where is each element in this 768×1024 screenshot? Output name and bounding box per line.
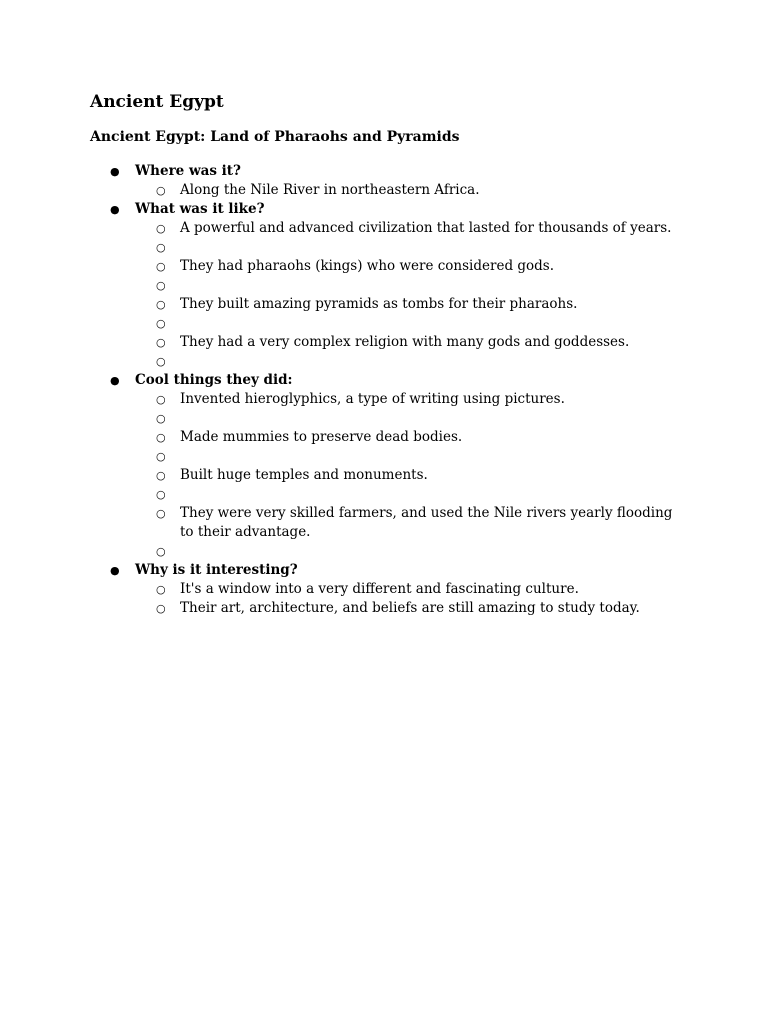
bullet-marker: ● <box>110 374 120 387</box>
list-item <box>90 504 680 542</box>
section-heading <box>90 561 680 580</box>
sub-bullet-marker: ○ <box>156 602 166 615</box>
sub-bullet-marker: ○ <box>156 279 166 292</box>
list-item-empty <box>90 276 680 295</box>
list-item <box>90 219 680 238</box>
list-item-text: Made mummies to preserve dead bodies. <box>180 429 463 445</box>
section-heading <box>90 371 680 390</box>
list-item <box>90 257 680 276</box>
list-item-empty <box>90 314 680 333</box>
list-item-text: Invented hieroglyphics, a type of writing using pictures. <box>180 391 565 407</box>
sub-bullet-marker: ○ <box>156 241 166 254</box>
section-heading-text: Where was it? <box>135 163 241 179</box>
bullet-marker: ● <box>110 203 120 216</box>
list-item-text: It's a window into a very different and fascinating culture. <box>180 581 579 597</box>
section-heading-text: Why is it interesting? <box>135 562 298 578</box>
section-heading <box>90 200 680 219</box>
sub-bullet-marker: ○ <box>156 393 166 406</box>
list-item-empty <box>90 542 680 561</box>
sub-bullet-marker: ○ <box>156 583 166 596</box>
list-item-text: They were very skilled farmers, and used the Nile rivers yearly flooding to their advantage. <box>180 505 673 540</box>
sub-bullet-marker: ○ <box>156 412 166 425</box>
list-item-text: Their art, architecture, and beliefs are still amazing to study today. <box>180 600 640 616</box>
sub-bullet-marker: ○ <box>156 545 166 558</box>
list-item <box>90 181 680 200</box>
list-item-text: Along the Nile River in northeastern Africa. <box>180 182 480 198</box>
sub-bullet-marker: ○ <box>156 431 166 444</box>
list-item <box>90 466 680 485</box>
sub-bullet-marker: ○ <box>156 336 166 349</box>
document-subtitle: Ancient Egypt: Land of Pharaohs and Pyramids <box>90 129 460 145</box>
list-item-empty <box>90 485 680 504</box>
sub-bullet-marker: ○ <box>156 450 166 463</box>
sub-bullet-marker: ○ <box>156 469 166 482</box>
sub-bullet-marker: ○ <box>156 355 166 368</box>
list-item-text: Built huge temples and monuments. <box>180 467 428 483</box>
document-title: Ancient Egypt <box>90 92 224 112</box>
bullet-marker: ● <box>110 165 120 178</box>
sub-bullet-marker: ○ <box>156 260 166 273</box>
list-item <box>90 295 680 314</box>
list-item-empty <box>90 409 680 428</box>
list-item-text: A powerful and advanced civilization that lasted for thousands of years. <box>180 220 672 236</box>
list-item-empty <box>90 352 680 371</box>
list-item-text: They built amazing pyramids as tombs for their pharaohs. <box>180 296 578 312</box>
bullet-marker: ● <box>110 564 120 577</box>
section-heading <box>90 162 680 181</box>
sub-bullet-marker: ○ <box>156 507 166 520</box>
sub-bullet-marker: ○ <box>156 184 166 197</box>
list-item <box>90 333 680 352</box>
section-heading-text: What was it like? <box>135 201 265 217</box>
section-heading-text: Cool things they did: <box>135 372 293 388</box>
outline-list <box>90 162 680 618</box>
list-item <box>90 428 680 447</box>
list-item-text: They had a very complex religion with many gods and goddesses. <box>180 334 630 350</box>
sub-bullet-marker: ○ <box>156 298 166 311</box>
sub-bullet-marker: ○ <box>156 222 166 235</box>
list-item <box>90 580 680 599</box>
sub-bullet-marker: ○ <box>156 317 166 330</box>
list-item-empty <box>90 238 680 257</box>
sub-bullet-marker: ○ <box>156 488 166 501</box>
list-item <box>90 599 680 618</box>
list-item-empty <box>90 447 680 466</box>
list-item <box>90 390 680 409</box>
list-item-text: They had pharaohs (kings) who were considered gods. <box>180 258 555 274</box>
